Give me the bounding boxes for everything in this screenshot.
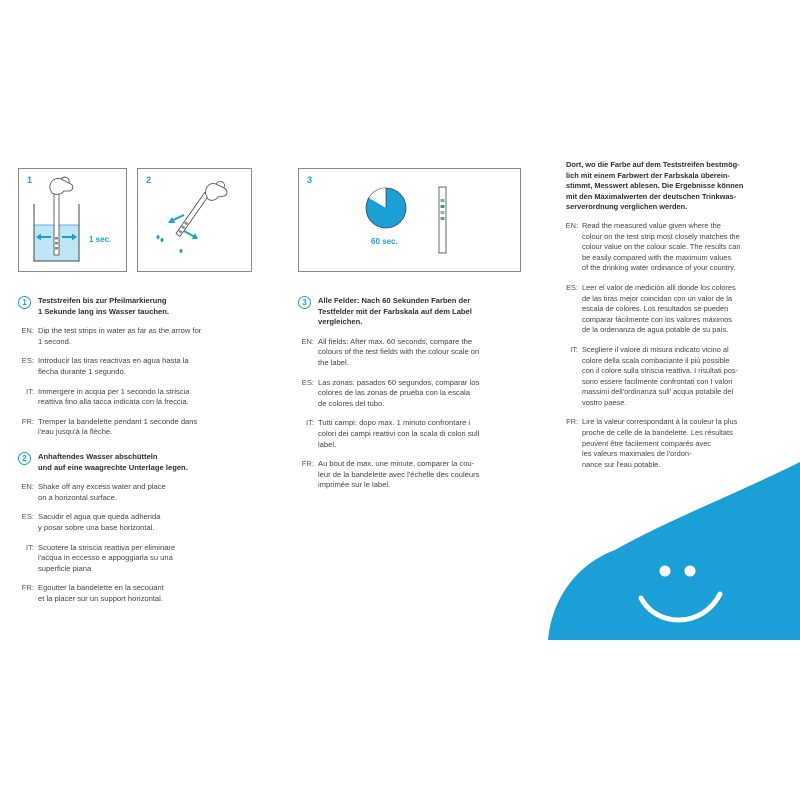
- translation-text: All fields: After max. 60 seconds, compare the colours of the test fields with the colour scale on the label.: [318, 336, 480, 367]
- step-3-es: [298, 378, 528, 410]
- step-1-number: 1: [18, 296, 31, 309]
- lang-code: EN:: [21, 326, 34, 336]
- smiley-right-eye: [685, 566, 696, 577]
- translation-text: Au bout de max. une minute, comparer la cou- leur de la bandelette avec l'échelle des couleurs imprimée sur le label.: [318, 459, 480, 490]
- translation-text: Immergere in acqua per 1 secondo la striscia reattiva fino alla tacca indicata con la freccia.: [38, 386, 190, 407]
- translation-text: Scuotere la striscia reattiva per eliminare l'acqua in eccesso e appoggiarla su una superficie piana: [38, 542, 176, 573]
- shake-strip-illustration: [138, 169, 253, 273]
- lang-code: FR:: [21, 583, 34, 593]
- step-2-es: [18, 512, 263, 533]
- step-3-title: Alle Felder: Nach 60 Sekunden Farben der Testfelder mit der Farbskala auf dem Label vergleichen.: [318, 296, 472, 327]
- lang-code: ES:: [566, 282, 578, 292]
- translation-text: Dip the test strips in water as far as the arrow for 1 second.: [38, 326, 202, 346]
- step-1-it: [18, 387, 263, 408]
- translation-text: Egoutter la bandelette en la secouant et la placer sur un support horizontal.: [38, 583, 164, 603]
- wait-duration-label: 60 sec.: [371, 237, 398, 246]
- translation-text: Read the measured value given where the colour on the test strip most closely matches the colour value on the colour scale. The results can be easily compared with the maximum values of the drinking water ordinance of your country.: [582, 220, 741, 273]
- lang-code: IT:: [25, 542, 34, 552]
- lang-code: FR:: [21, 416, 34, 426]
- translation-text: Sacudir el agua que queda adherida y posar sobre una base horizontal.: [38, 512, 161, 532]
- translation-text: Tutti campi: dopo max. 1 minuto confrontare i colori dei campi reattivi con la scala di colori sull label.: [318, 418, 480, 449]
- panel-number-2: 2: [146, 175, 152, 185]
- step-3-it: [298, 418, 528, 450]
- step-2-heading: [18, 452, 263, 473]
- panel-number-3: 3: [307, 175, 313, 185]
- reading-en: [562, 221, 798, 274]
- lang-code: FR:: [301, 459, 314, 469]
- step-1-fr: [18, 417, 263, 438]
- lang-code: EN:: [21, 482, 34, 492]
- reading-intro: Dort, wo die Farbe auf dem Teststreifen bestmög- lich mit einem Farbwert der Farbskala überein- stimmt, Messwert ablesen. Die Ergebnisse können mit den Maximalwerten der deutschen Trinkwas- serverordnung verglichen werden.: [566, 160, 744, 212]
- instructions-column-2: [298, 296, 528, 500]
- lang-code: EN:: [565, 220, 578, 230]
- translation-text: Leer el valor de medición alli donde los colores de las tiras mejor coincidan con un valor de la escala de colores. Los resultados se pueden comparar fácilmente con los valores máximos de la ordenanza de agua potable de su país.: [582, 282, 736, 335]
- step-3-heading: [298, 296, 528, 328]
- panel-number-1: 1: [27, 175, 33, 185]
- reading-fr: [562, 417, 798, 470]
- illustration-panel-1: [18, 168, 127, 272]
- illustration-panel-2: [137, 168, 252, 272]
- dip-strip-illustration: [19, 169, 128, 273]
- step-1-en: [18, 326, 263, 347]
- lang-code: EN:: [301, 336, 314, 346]
- instructions-column-3: [562, 160, 798, 479]
- reading-it: [562, 345, 798, 409]
- step-3-number: 3: [298, 296, 311, 309]
- lang-code: FR:: [566, 417, 578, 427]
- translation-text: Introducir las tiras reactivas en agua hasta la flecha durante 1 segundo.: [38, 356, 189, 376]
- dip-duration-label: 1 sec.: [89, 235, 112, 244]
- step-1-heading: [18, 296, 263, 317]
- step-2-en: [18, 482, 263, 503]
- lang-code: IT:: [570, 344, 578, 354]
- blue-blob-shape: [548, 462, 800, 640]
- step-2-title: Anhaftendes Wasser abschütteln und auf eine waagrechte Unterlage legen.: [38, 451, 188, 472]
- reading-es: [562, 283, 798, 336]
- step-2-fr: [18, 583, 263, 604]
- step-2-it: [18, 543, 263, 575]
- step-3-fr: [298, 459, 528, 491]
- translation-text: Tremper la bandelette pendant 1 seconde dans l'eau jusqu'à la flèche.: [38, 416, 198, 437]
- step-3-en: [298, 337, 528, 369]
- illustration-panel-3: [298, 168, 521, 272]
- translation-text: Las zonas: pasados 60 segundos, comparar los colores de las zonas de prueba con la escala de colores del tubo.: [318, 377, 480, 408]
- lang-code: IT:: [305, 418, 314, 428]
- timer-and-strip-illustration: [299, 169, 522, 273]
- smiley-left-eye: [660, 566, 671, 577]
- translation-text: Lire la valeur correspondant à la couleur la plus proche de celle de la bandelette. Les résultats peuvent être facilement comparés avec les valeurs maximales de l'ordon- nance sur l'eau potable.: [582, 417, 738, 469]
- lang-code: ES:: [301, 377, 314, 387]
- step-2-number: 2: [18, 452, 31, 465]
- translation-text: Shake off any excess water and place on a horizontal surface.: [38, 482, 166, 502]
- lang-code: ES:: [21, 356, 34, 366]
- instructions-column-1: [18, 296, 263, 613]
- step-1-title: Teststreifen bis zur Pfeilmarkierung 1 Sekunde lang ins Wasser tauchen.: [38, 296, 169, 316]
- lang-code: IT:: [25, 386, 34, 396]
- translation-text: Scegliere il valore di misura indicato vicino al colore della scala combaciante il più possible con il colore sulla striscia reattiva. I risultati pos- sono essere facilmente confrontati con I valori massimi dell'ordinanza sull' acqua potabile del vostro paese.: [582, 344, 739, 407]
- step-1-es: [18, 356, 263, 377]
- lang-code: ES:: [21, 512, 34, 522]
